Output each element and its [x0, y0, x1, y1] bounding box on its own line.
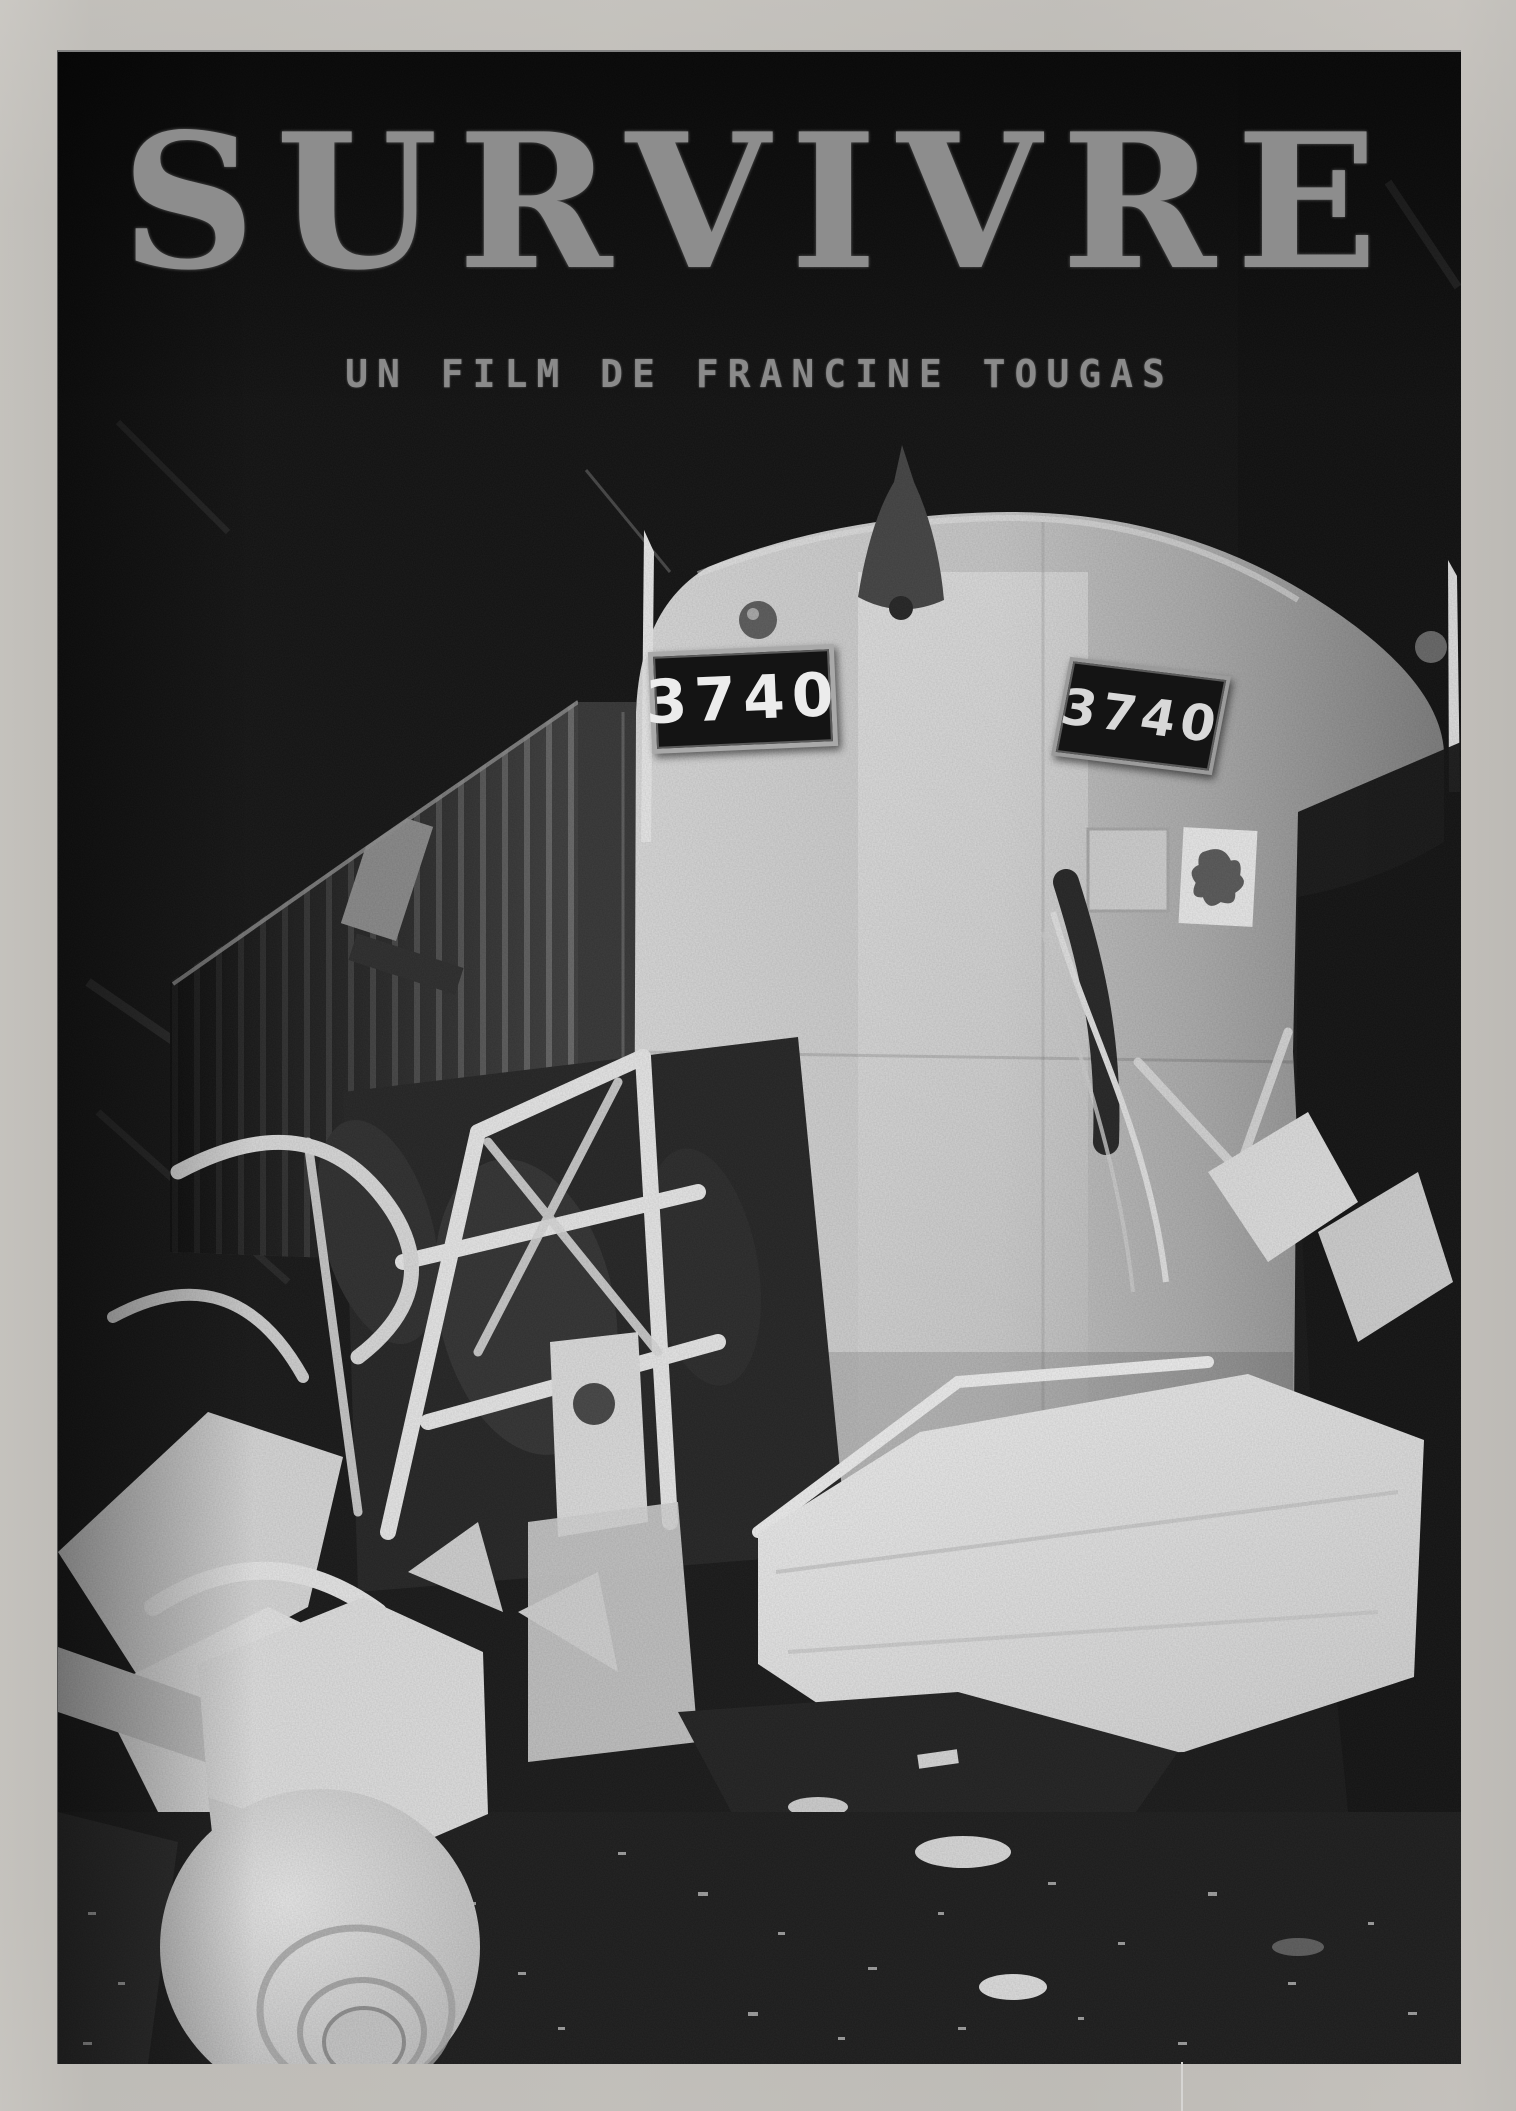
scan-artifact-line [1181, 2062, 1183, 2111]
film-title: SURVIVRE [121, 92, 1398, 311]
number-plate-front-value: 3740 [653, 649, 833, 749]
film-credit: UN FILM DE FRANCINE TOUGAS [345, 352, 1174, 396]
number-plate-front [644, 644, 842, 754]
number-plate-side-value: 3740 [1056, 661, 1226, 770]
poster-photograph [57, 50, 1461, 2064]
number-plate-side [1051, 657, 1231, 775]
